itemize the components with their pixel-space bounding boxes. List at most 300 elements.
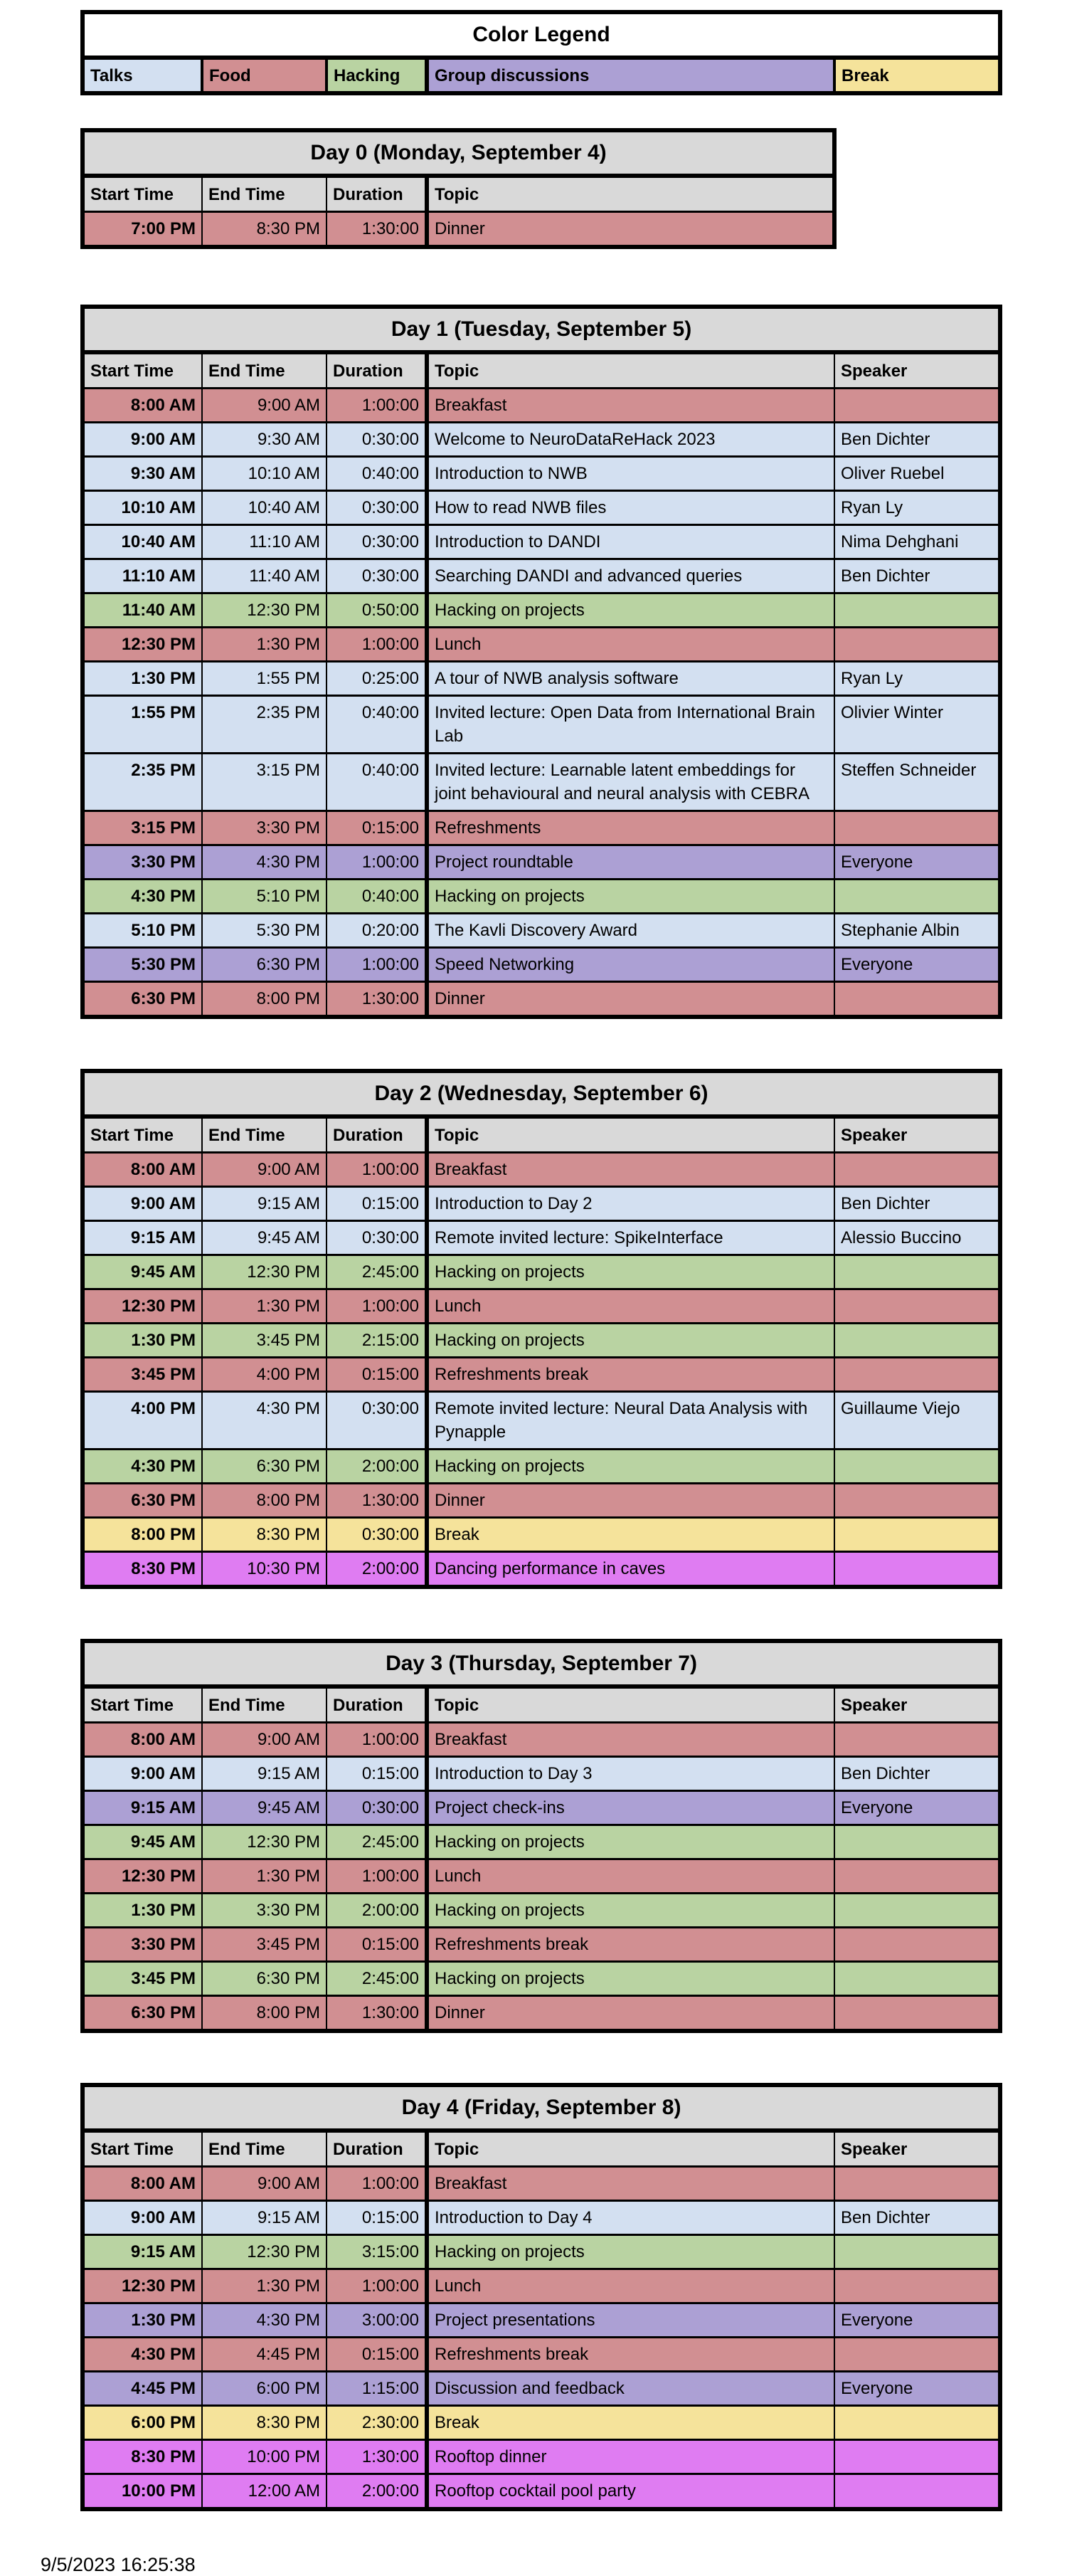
table-title-row (83, 1641, 1000, 1686)
end-time-cell: 5:30 PM (202, 914, 327, 948)
end-time-cell: 8:30 PM (202, 1518, 327, 1552)
column-header-start-time: Start Time (83, 2131, 202, 2167)
topic-cell: Speed Networking (427, 948, 834, 982)
legend-item-food: Food (202, 58, 327, 93)
topic-cell: Invited lecture: Open Data from International Brain Lab (427, 696, 834, 754)
start-time-cell: 10:00 PM (83, 2474, 202, 2510)
day-table-0 (80, 128, 837, 249)
end-time-cell: 8:00 PM (202, 982, 327, 1018)
duration-cell: 2:30:00 (327, 2406, 427, 2440)
end-time-cell: 8:30 PM (202, 212, 327, 248)
duration-cell: 0:30:00 (327, 1791, 427, 1825)
end-time-cell: 5:10 PM (202, 880, 327, 914)
end-time-cell: 6:30 PM (202, 1962, 327, 1996)
duration-cell: 1:00:00 (327, 1153, 427, 1187)
end-time-cell: 3:45 PM (202, 1928, 327, 1962)
speaker-cell (834, 2474, 1000, 2510)
schedule-row (83, 1255, 1000, 1289)
topic-cell: Introduction to NWB (427, 457, 834, 491)
speaker-cell (834, 2167, 1000, 2201)
topic-cell: Refreshments break (427, 2338, 834, 2372)
start-time-cell: 12:30 PM (83, 1859, 202, 1894)
speaker-cell (834, 1962, 1000, 1996)
column-header-topic: Topic (427, 352, 834, 389)
start-time-cell: 9:45 AM (83, 1825, 202, 1859)
schedule-row (83, 2338, 1000, 2372)
start-time-cell: 8:00 AM (83, 389, 202, 423)
speaker-cell: Oliver Ruebel (834, 457, 1000, 491)
column-header-speaker: Speaker (834, 352, 1000, 389)
end-time-cell: 11:10 AM (202, 525, 327, 559)
duration-cell: 2:45:00 (327, 1255, 427, 1289)
column-header-duration: Duration (327, 352, 427, 389)
duration-cell: 2:00:00 (327, 1450, 427, 1484)
duration-cell: 1:30:00 (327, 212, 427, 248)
topic-cell: Breakfast (427, 1723, 834, 1757)
topic-cell: Lunch (427, 628, 834, 662)
end-time-cell: 4:00 PM (202, 1358, 327, 1392)
speaker-cell (834, 1255, 1000, 1289)
schedule-row (83, 593, 1000, 628)
end-time-cell: 9:30 AM (202, 423, 327, 457)
topic-cell: Hacking on projects (427, 593, 834, 628)
end-time-cell: 6:30 PM (202, 948, 327, 982)
schedule-row (83, 2474, 1000, 2510)
start-time-cell: 1:30 PM (83, 2303, 202, 2338)
end-time-cell: 9:00 AM (202, 2167, 327, 2201)
start-time-cell: 1:30 PM (83, 662, 202, 696)
footer-timestamp: 9/5/2023 16:25:38 (41, 2554, 196, 2575)
duration-cell: 1:00:00 (327, 845, 427, 880)
column-header-row (83, 2131, 1000, 2167)
end-time-cell: 1:30 PM (202, 2269, 327, 2303)
speaker-cell (834, 628, 1000, 662)
day-table-1 (80, 305, 1002, 1019)
end-time-cell: 10:00 PM (202, 2440, 327, 2474)
topic-cell: Hacking on projects (427, 880, 834, 914)
speaker-cell: Guillaume Viejo (834, 1392, 1000, 1450)
speaker-cell (834, 1723, 1000, 1757)
column-header-speaker: Speaker (834, 2131, 1000, 2167)
start-time-cell: 12:30 PM (83, 2269, 202, 2303)
topic-cell: Remote invited lecture: SpikeInterface (427, 1221, 834, 1255)
topic-cell: Break (427, 2406, 834, 2440)
end-time-cell: 9:15 AM (202, 1757, 327, 1791)
topic-cell: How to read NWB files (427, 491, 834, 525)
speaker-cell: Everyone (834, 1791, 1000, 1825)
legend-item-break: Break (834, 58, 1000, 93)
speaker-cell (834, 1289, 1000, 1324)
start-time-cell: 3:15 PM (83, 811, 202, 845)
speaker-cell: Everyone (834, 2303, 1000, 2338)
topic-cell: Hacking on projects (427, 1825, 834, 1859)
speaker-cell (834, 1552, 1000, 1588)
topic-cell: Invited lecture: Learnable latent embeddings for joint behavioural and neural analysis with CEBRA (427, 754, 834, 811)
speaker-cell (834, 1450, 1000, 1484)
schedule-row (83, 754, 1000, 811)
topic-cell: Rooftop cocktail pool party (427, 2474, 834, 2510)
start-time-cell: 9:15 AM (83, 1791, 202, 1825)
topic-cell: Refreshments break (427, 1358, 834, 1392)
speaker-cell (834, 2235, 1000, 2269)
duration-cell: 0:30:00 (327, 559, 427, 593)
speaker-cell (834, 2338, 1000, 2372)
table-title: Day 3 (Thursday, September 7) (83, 1641, 1000, 1686)
topic-cell: Discussion and feedback (427, 2372, 834, 2406)
schedule-row (83, 811, 1000, 845)
speaker-cell: Ben Dichter (834, 423, 1000, 457)
schedule-row (83, 2303, 1000, 2338)
topic-cell: Dinner (427, 212, 834, 248)
column-header-start-time: Start Time (83, 1686, 202, 1723)
start-time-cell: 4:30 PM (83, 880, 202, 914)
column-header-row (83, 176, 834, 212)
topic-cell: Dinner (427, 1484, 834, 1518)
end-time-cell: 9:00 AM (202, 1723, 327, 1757)
duration-cell: 0:20:00 (327, 914, 427, 948)
topic-cell: Hacking on projects (427, 1324, 834, 1358)
day-tables-container (80, 128, 1067, 2511)
schedule-row (83, 1324, 1000, 1358)
duration-cell: 1:30:00 (327, 1484, 427, 1518)
column-header-end-time: End Time (202, 1686, 327, 1723)
end-time-cell: 1:55 PM (202, 662, 327, 696)
start-time-cell: 5:30 PM (83, 948, 202, 982)
duration-cell: 1:00:00 (327, 2269, 427, 2303)
legend-item-group: Group discussions (427, 58, 834, 93)
duration-cell: 0:40:00 (327, 754, 427, 811)
topic-cell: Hacking on projects (427, 2235, 834, 2269)
schedule-row (83, 1187, 1000, 1221)
schedule-row (83, 1518, 1000, 1552)
end-time-cell: 4:45 PM (202, 2338, 327, 2372)
end-time-cell: 1:30 PM (202, 1859, 327, 1894)
duration-cell: 0:40:00 (327, 457, 427, 491)
end-time-cell: 12:30 PM (202, 593, 327, 628)
column-header-duration: Duration (327, 1686, 427, 1723)
end-time-cell: 9:15 AM (202, 2201, 327, 2235)
duration-cell: 2:45:00 (327, 1962, 427, 1996)
topic-cell: Searching DANDI and advanced queries (427, 559, 834, 593)
start-time-cell: 9:00 AM (83, 2201, 202, 2235)
schedule-row (83, 2440, 1000, 2474)
column-header-end-time: End Time (202, 2131, 327, 2167)
duration-cell: 0:15:00 (327, 1187, 427, 1221)
topic-cell: Refreshments (427, 811, 834, 845)
speaker-cell (834, 1518, 1000, 1552)
start-time-cell: 12:30 PM (83, 1289, 202, 1324)
topic-cell: The Kavli Discovery Award (427, 914, 834, 948)
duration-cell: 0:30:00 (327, 491, 427, 525)
schedule-row (83, 1392, 1000, 1450)
start-time-cell: 1:30 PM (83, 1894, 202, 1928)
speaker-cell (834, 1859, 1000, 1894)
duration-cell: 0:30:00 (327, 1221, 427, 1255)
speaker-cell: Everyone (834, 2372, 1000, 2406)
end-time-cell: 9:45 AM (202, 1791, 327, 1825)
speaker-cell (834, 1996, 1000, 2032)
schedule-row (83, 1894, 1000, 1928)
column-header-start-time: Start Time (83, 1117, 202, 1153)
start-time-cell: 1:55 PM (83, 696, 202, 754)
topic-cell: Introduction to Day 3 (427, 1757, 834, 1791)
speaker-cell (834, 982, 1000, 1018)
start-time-cell: 3:30 PM (83, 845, 202, 880)
schedule-row (83, 423, 1000, 457)
schedule-row (83, 1358, 1000, 1392)
schedule-row (83, 559, 1000, 593)
duration-cell: 0:40:00 (327, 696, 427, 754)
end-time-cell: 9:00 AM (202, 389, 327, 423)
start-time-cell: 8:00 PM (83, 1518, 202, 1552)
day-table-2 (80, 1069, 1002, 1589)
column-header-end-time: End Time (202, 176, 327, 212)
duration-cell: 2:45:00 (327, 1825, 427, 1859)
duration-cell: 1:30:00 (327, 1996, 427, 2032)
duration-cell: 1:00:00 (327, 1289, 427, 1324)
start-time-cell: 8:00 AM (83, 2167, 202, 2201)
schedule-row (83, 1962, 1000, 1996)
speaker-cell (834, 2269, 1000, 2303)
topic-cell: Breakfast (427, 1153, 834, 1187)
start-time-cell: 2:35 PM (83, 754, 202, 811)
speaker-cell (834, 1484, 1000, 1518)
start-time-cell: 7:00 PM (83, 212, 202, 248)
schedule-row (83, 2201, 1000, 2235)
end-time-cell: 9:45 AM (202, 1221, 327, 1255)
schedule-row (83, 1552, 1000, 1588)
duration-cell: 1:00:00 (327, 628, 427, 662)
topic-cell: Project presentations (427, 2303, 834, 2338)
schedule-row (83, 1723, 1000, 1757)
topic-cell: Dinner (427, 982, 834, 1018)
topic-cell: Lunch (427, 2269, 834, 2303)
duration-cell: 3:15:00 (327, 2235, 427, 2269)
table-title-row (83, 1071, 1000, 1117)
schedule-row (83, 525, 1000, 559)
column-header-duration: Duration (327, 176, 427, 212)
schedule-row (83, 2406, 1000, 2440)
schedule-row (83, 914, 1000, 948)
column-header-topic: Topic (427, 1686, 834, 1723)
start-time-cell: 4:45 PM (83, 2372, 202, 2406)
duration-cell: 3:00:00 (327, 2303, 427, 2338)
start-time-cell: 8:00 AM (83, 1723, 202, 1757)
speaker-cell (834, 1324, 1000, 1358)
schedule-row (83, 2167, 1000, 2201)
start-time-cell: 3:45 PM (83, 1358, 202, 1392)
topic-cell: Hacking on projects (427, 1894, 834, 1928)
column-header-duration: Duration (327, 2131, 427, 2167)
column-header-start-time: Start Time (83, 176, 202, 212)
topic-cell: Hacking on projects (427, 1255, 834, 1289)
day-table-3 (80, 1639, 1002, 2033)
start-time-cell: 4:30 PM (83, 1450, 202, 1484)
topic-cell: Breakfast (427, 389, 834, 423)
speaker-cell: Everyone (834, 845, 1000, 880)
speaker-cell: Stephanie Albin (834, 914, 1000, 948)
topic-cell: Introduction to Day 4 (427, 2201, 834, 2235)
duration-cell: 0:30:00 (327, 525, 427, 559)
end-time-cell: 12:30 PM (202, 2235, 327, 2269)
end-time-cell: 1:30 PM (202, 628, 327, 662)
start-time-cell: 6:30 PM (83, 1996, 202, 2032)
topic-cell: Rooftop dinner (427, 2440, 834, 2474)
duration-cell: 1:30:00 (327, 982, 427, 1018)
start-time-cell: 3:30 PM (83, 1928, 202, 1962)
column-header-row (83, 1686, 1000, 1723)
table-title: Day 4 (Friday, September 8) (83, 2085, 1000, 2131)
start-time-cell: 9:00 AM (83, 1757, 202, 1791)
column-header-end-time: End Time (202, 1117, 327, 1153)
end-time-cell: 10:30 PM (202, 1552, 327, 1588)
topic-cell: Dancing performance in caves (427, 1552, 834, 1588)
duration-cell: 1:00:00 (327, 1723, 427, 1757)
end-time-cell: 11:40 AM (202, 559, 327, 593)
speaker-cell: Ben Dichter (834, 559, 1000, 593)
speaker-cell (834, 2440, 1000, 2474)
duration-cell: 0:15:00 (327, 1757, 427, 1791)
schedule-row (83, 2372, 1000, 2406)
schedule-row (83, 457, 1000, 491)
schedule-row (83, 389, 1000, 423)
end-time-cell: 8:00 PM (202, 1996, 327, 2032)
schedule-row (83, 1289, 1000, 1324)
duration-cell: 0:15:00 (327, 1928, 427, 1962)
start-time-cell: 9:15 AM (83, 2235, 202, 2269)
duration-cell: 2:00:00 (327, 1894, 427, 1928)
duration-cell: 1:00:00 (327, 389, 427, 423)
end-time-cell: 3:15 PM (202, 754, 327, 811)
topic-cell: Refreshments break (427, 1928, 834, 1962)
schedule-row (83, 662, 1000, 696)
end-time-cell: 10:40 AM (202, 491, 327, 525)
end-time-cell: 8:30 PM (202, 2406, 327, 2440)
duration-cell: 1:15:00 (327, 2372, 427, 2406)
start-time-cell: 6:30 PM (83, 982, 202, 1018)
end-time-cell: 3:30 PM (202, 1894, 327, 1928)
start-time-cell: 10:10 AM (83, 491, 202, 525)
start-time-cell: 9:00 AM (83, 423, 202, 457)
schedule-row (83, 212, 834, 248)
schedule-row (83, 880, 1000, 914)
schedule-row (83, 982, 1000, 1018)
start-time-cell: 9:30 AM (83, 457, 202, 491)
schedule-row (83, 845, 1000, 880)
end-time-cell: 6:00 PM (202, 2372, 327, 2406)
duration-cell: 0:15:00 (327, 2201, 427, 2235)
duration-cell: 2:15:00 (327, 1324, 427, 1358)
table-title: Day 2 (Wednesday, September 6) (83, 1071, 1000, 1117)
topic-cell: Hacking on projects (427, 1962, 834, 1996)
end-time-cell: 8:00 PM (202, 1484, 327, 1518)
topic-cell: Dinner (427, 1996, 834, 2032)
end-time-cell: 12:30 PM (202, 1255, 327, 1289)
start-time-cell: 5:10 PM (83, 914, 202, 948)
column-header-speaker: Speaker (834, 1686, 1000, 1723)
column-header-topic: Topic (427, 1117, 834, 1153)
speaker-cell: Alessio Buccino (834, 1221, 1000, 1255)
speaker-cell: Ben Dichter (834, 1757, 1000, 1791)
column-header-topic: Topic (427, 2131, 834, 2167)
column-header-row (83, 352, 1000, 389)
end-time-cell: 6:30 PM (202, 1450, 327, 1484)
topic-cell: A tour of NWB analysis software (427, 662, 834, 696)
column-header-duration: Duration (327, 1117, 427, 1153)
start-time-cell: 8:30 PM (83, 1552, 202, 1588)
end-time-cell: 4:30 PM (202, 2303, 327, 2338)
speaker-cell (834, 1928, 1000, 1962)
column-header-end-time: End Time (202, 352, 327, 389)
end-time-cell: 12:00 AM (202, 2474, 327, 2510)
start-time-cell: 3:45 PM (83, 1962, 202, 1996)
topic-cell: Introduction to DANDI (427, 525, 834, 559)
start-time-cell: 6:00 PM (83, 2406, 202, 2440)
duration-cell: 0:30:00 (327, 423, 427, 457)
speaker-cell: Everyone (834, 948, 1000, 982)
start-time-cell: 11:40 AM (83, 593, 202, 628)
topic-cell: Project check-ins (427, 1791, 834, 1825)
column-header-speaker: Speaker (834, 1117, 1000, 1153)
start-time-cell: 9:00 AM (83, 1187, 202, 1221)
table-title-row (83, 2085, 1000, 2131)
schedule-row (83, 1791, 1000, 1825)
schedule-row (83, 1996, 1000, 2032)
start-time-cell: 9:45 AM (83, 1255, 202, 1289)
end-time-cell: 2:35 PM (202, 696, 327, 754)
end-time-cell: 9:15 AM (202, 1187, 327, 1221)
start-time-cell: 4:00 PM (83, 1392, 202, 1450)
start-time-cell: 6:30 PM (83, 1484, 202, 1518)
topic-cell: Lunch (427, 1289, 834, 1324)
speaker-cell (834, 2406, 1000, 2440)
legend-item-hacking: Hacking (327, 58, 427, 93)
legend-table (80, 10, 1002, 95)
start-time-cell: 10:40 AM (83, 525, 202, 559)
duration-cell: 0:15:00 (327, 811, 427, 845)
schedule-row (83, 1859, 1000, 1894)
end-time-cell: 1:30 PM (202, 1289, 327, 1324)
schedule-row (83, 1153, 1000, 1187)
duration-cell: 0:25:00 (327, 662, 427, 696)
start-time-cell: 8:30 PM (83, 2440, 202, 2474)
speaker-cell: Ben Dichter (834, 2201, 1000, 2235)
column-header-topic: Topic (427, 176, 834, 212)
legend-swatch-row (83, 58, 1000, 93)
speaker-cell: Olivier Winter (834, 696, 1000, 754)
schedule-row (83, 2235, 1000, 2269)
duration-cell: 0:15:00 (327, 1358, 427, 1392)
schedule-row (83, 1221, 1000, 1255)
speaker-cell (834, 811, 1000, 845)
schedule-row (83, 491, 1000, 525)
speaker-cell (834, 593, 1000, 628)
schedule-row (83, 1484, 1000, 1518)
speaker-cell (834, 1153, 1000, 1187)
legend-title: Color Legend (83, 12, 1000, 58)
topic-cell: Welcome to NeuroDataReHack 2023 (427, 423, 834, 457)
end-time-cell: 4:30 PM (202, 845, 327, 880)
start-time-cell: 8:00 AM (83, 1153, 202, 1187)
duration-cell: 0:30:00 (327, 1518, 427, 1552)
duration-cell: 0:40:00 (327, 880, 427, 914)
column-header-row (83, 1117, 1000, 1153)
end-time-cell: 4:30 PM (202, 1392, 327, 1450)
speaker-cell: Ben Dichter (834, 1187, 1000, 1221)
duration-cell: 0:50:00 (327, 593, 427, 628)
topic-cell: Remote invited lecture: Neural Data Analysis with Pynapple (427, 1392, 834, 1450)
topic-cell: Breakfast (427, 2167, 834, 2201)
